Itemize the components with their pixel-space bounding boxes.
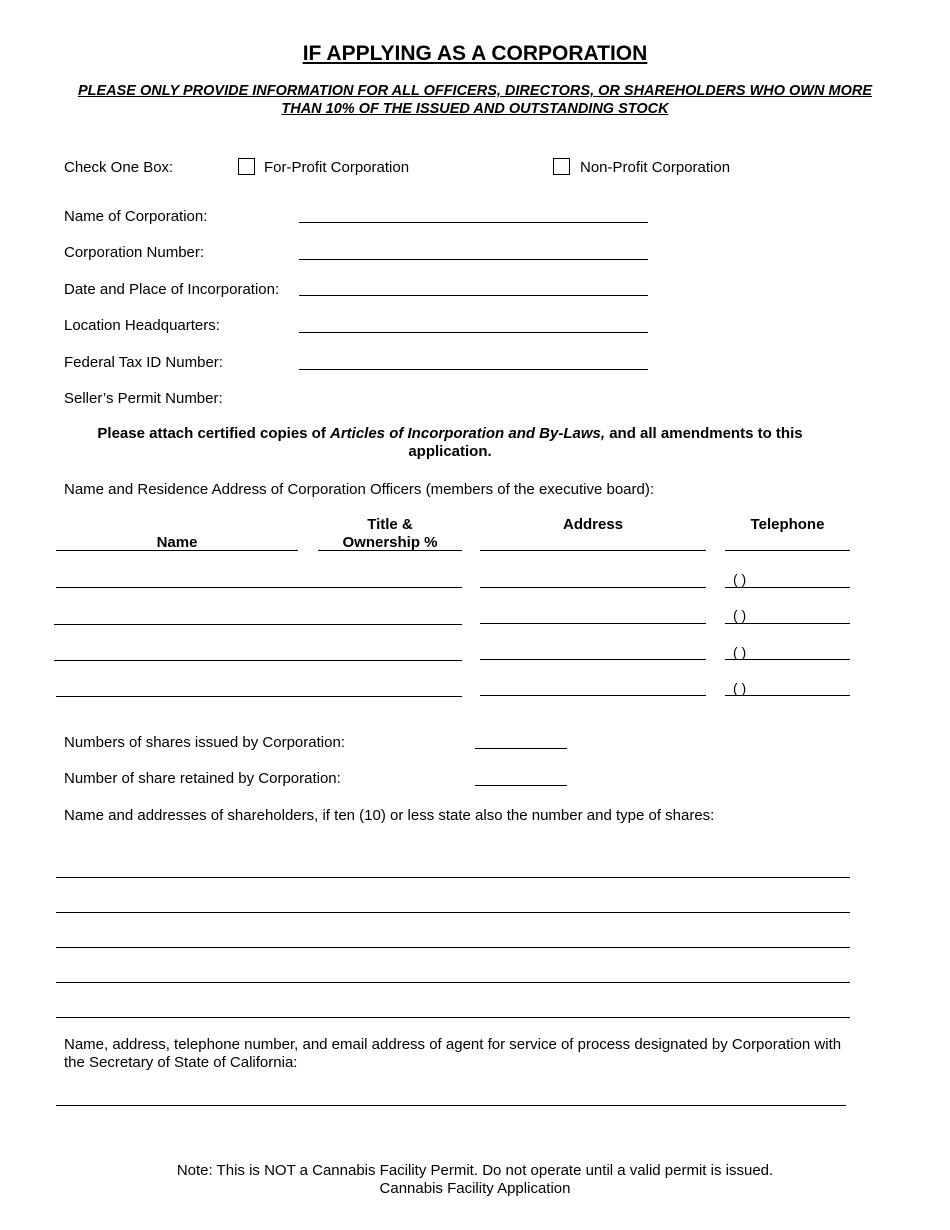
corporation-name-field[interactable] [299,222,648,223]
col-header-name: Name [156,534,198,551]
for-profit-label: For-Profit Corporation [264,159,410,176]
corporation-name-label: Name of Corporation: [64,208,208,225]
officer-row-4-address[interactable] [480,695,706,696]
officers-intro: Name and Residence Address of Corporation Officers (members of the executive board): [64,481,655,498]
officer-row-1-area-code: ( ) [733,571,747,587]
shareholders-label: Name and addresses of shareholders, if ten (10) or less state also the number and type of shares: [64,807,715,824]
officer-row-3-area-code: ( ) [733,644,747,660]
officer-row-4-name-title[interactable] [56,696,462,697]
shareholders-line-4[interactable] [56,982,850,983]
col-header-title: Title & Ownership % [342,516,438,551]
officer-row-2-area-code: ( ) [733,607,747,623]
shares-retained-field[interactable] [475,785,567,786]
incorporation-date-place-field[interactable] [299,295,648,296]
shareholders-line-1[interactable] [56,877,850,878]
for-profit-checkbox[interactable] [238,158,255,175]
officer-row-2-address[interactable] [480,623,706,624]
shareholders-line-5[interactable] [56,1017,850,1018]
officer-row-2-name-title[interactable] [54,624,462,625]
officer-row-3-address[interactable] [480,659,706,660]
sellers-permit-label: Seller’s Permit Number: [64,390,223,407]
col-header-address: Address [562,516,624,533]
shares-issued-field[interactable] [475,748,567,749]
headquarters-label: Location Headquarters: [64,317,220,334]
agent-label: Name, address, telephone number, and email address of agent for service of process designated by Corporation with the Secretary of State of California: [64,1036,842,1071]
shareholders-line-3[interactable] [56,947,850,948]
officer-row-1-telephone[interactable] [725,587,850,588]
tax-id-field[interactable] [299,369,648,370]
footer-note: Note: This is NOT a Cannabis Facility Permit. Do not operate until a valid permit is issued. [176,1162,774,1179]
incorporation-date-place-label: Date and Place of Incorporation: [64,281,280,298]
agent-field[interactable] [56,1105,846,1106]
officer-row-4-area-code: ( ) [733,680,747,696]
corporation-number-label: Corporation Number: [64,244,205,261]
non-profit-checkbox[interactable] [553,158,570,175]
shares-retained-label: Number of share retained by Corporation: [64,770,341,787]
officer-row-2-telephone[interactable] [725,623,850,624]
footer-doc-title: Cannabis Facility Application [379,1180,571,1197]
officer-row-1-address[interactable] [480,587,706,588]
officer-row-3-name-title[interactable] [54,660,462,661]
page-subtitle: PLEASE ONLY PROVIDE INFORMATION FOR ALL OFFICERS, DIRECTORS, OR SHAREHOLDERS WHO OWN MORE THAN 10% OF THE ISSUED AND OUTSTANDING STOCK [77,83,873,117]
corporation-number-field[interactable] [299,259,648,260]
shares-issued-label: Numbers of shares issued by Corporation: [64,734,345,751]
col-header-telephone: Telephone [750,516,825,533]
non-profit-label: Non-Profit Corporation [580,159,731,176]
tax-id-label: Federal Tax ID Number: [64,354,223,371]
check-one-label: Check One Box: [64,159,174,176]
headquarters-field[interactable] [299,332,648,333]
page-title: IF APPLYING AS A CORPORATION [302,42,648,65]
shareholders-line-2[interactable] [56,912,850,913]
attach-note: Please attach certified copies of Articles of Incorporation and By-Laws, and all amendments to this application. [97,425,803,460]
officer-row-1-name-title[interactable] [56,587,462,588]
